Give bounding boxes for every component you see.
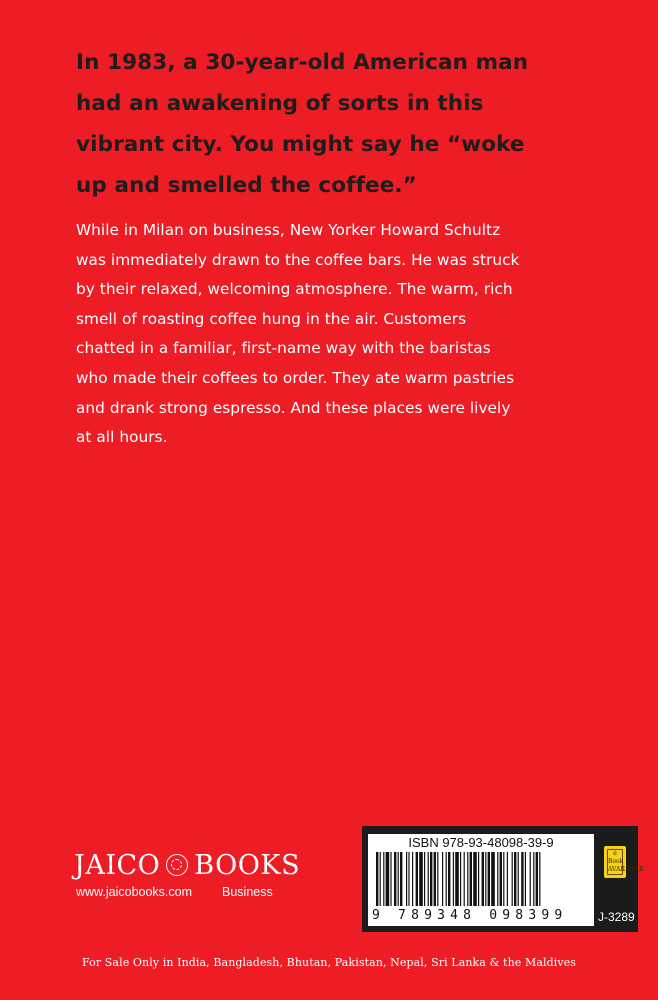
blurb-line: at all hours.	[76, 428, 168, 447]
sale-territory-notice: For Sale Only in India, Bangladesh, Bhutan, Pakistan, Nepal, Sri Lanka & the Maldives	[81, 956, 577, 969]
ebook-available-icon	[604, 846, 644, 878]
barcode-panel	[362, 826, 644, 932]
barcode-icon	[372, 852, 590, 908]
barcode-label	[368, 834, 594, 926]
headline-line: had an awakening of sorts in this	[76, 91, 484, 116]
publisher-url: www.jaicobooks.com	[76, 885, 193, 899]
ebook-badge-text: e Book AVAILABLE	[608, 850, 644, 873]
isbn-number: ISBN 978-93-48098-39-9	[408, 835, 554, 850]
blurb-line: smell of roasting coffee hung in the air. Customers	[76, 309, 467, 328]
blurb-line: and drank strong espresso. And these places were lively	[76, 398, 511, 417]
blurb-line: who made their coffees to order. They ate warm pastries	[76, 368, 515, 387]
blurb-paragraph	[76, 216, 636, 453]
book-category: Business	[222, 885, 273, 899]
blurb-line: by their relaxed, welcoming atmosphere. The warm, rich	[76, 280, 513, 299]
headline-line: In 1983, a 30-year-old American man	[76, 50, 529, 75]
barcode-digits: 9 789348 098399	[372, 908, 568, 923]
blurb-line: chatted in a familiar, first-name way with the baristas	[76, 339, 491, 358]
publisher-name-left: JAICO	[74, 849, 161, 881]
blurb-line: While in Milan on business, New Yorker Howard Schultz	[76, 221, 501, 239]
publisher-logo	[74, 845, 334, 885]
book-code: J-3289	[598, 910, 635, 924]
headline	[76, 42, 636, 206]
headline-line: up and smelled the coffee.”	[76, 173, 417, 198]
jaico-emblem-icon	[166, 854, 188, 876]
publisher-name-right: BOOKS	[194, 849, 301, 881]
publisher-block	[74, 845, 334, 905]
headline-line: vibrant city. You might say he “woke	[76, 132, 525, 157]
blurb-line: was immediately drawn to the coffee bars. He was struck	[76, 250, 520, 269]
